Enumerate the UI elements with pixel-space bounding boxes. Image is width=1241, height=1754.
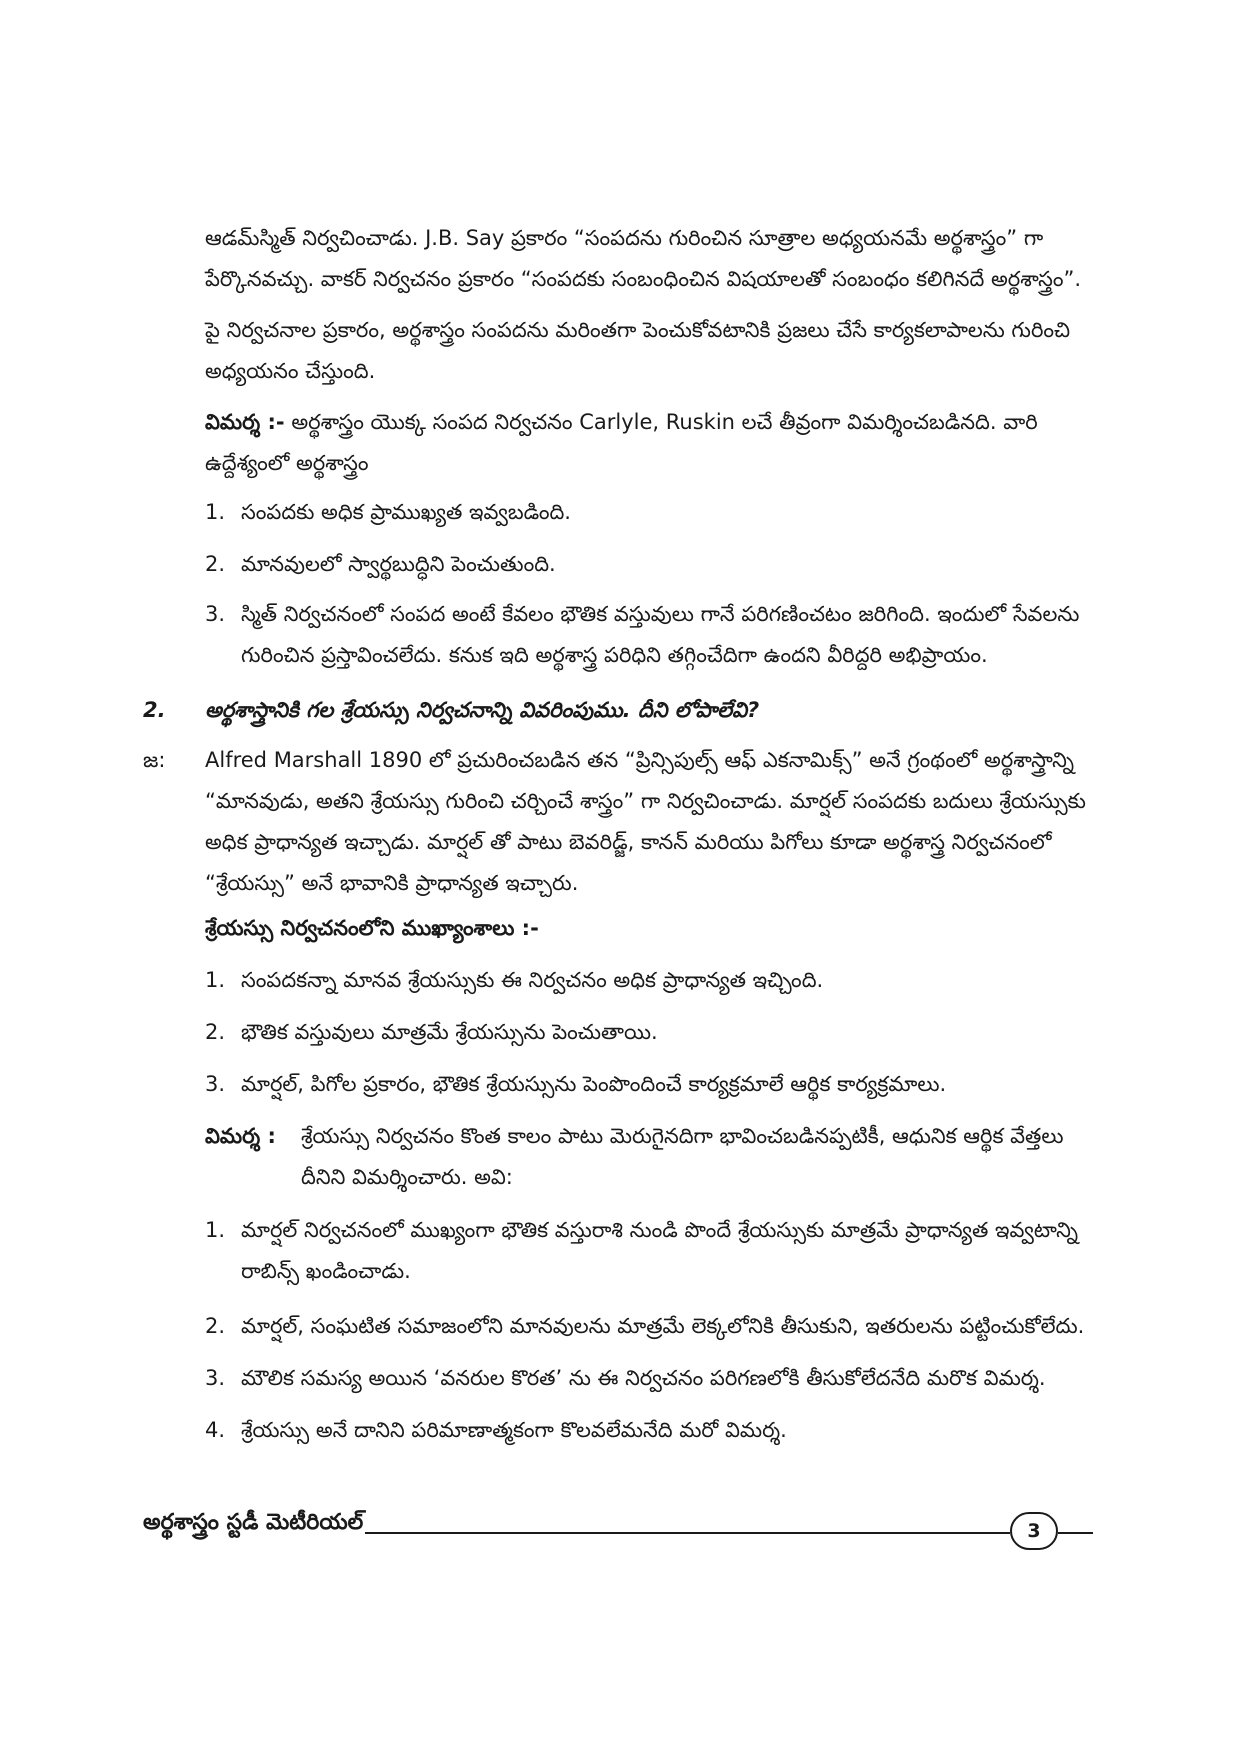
list-text: మార్షల్ నిర్వచనంలో ముఖ్యంగా భౌతిక వస్తురాశి నుండి పొందే శ్రేయస్సుకు మాత్రమే ప్రాధాన్యత ఇవ్వటాన్ని రాబిన్స్ ఖండించాడు. bbox=[241, 1218, 1079, 1283]
criticism-label: విమర్శ : bbox=[205, 1124, 276, 1148]
features-heading bbox=[205, 908, 1093, 949]
list-item bbox=[205, 594, 1093, 684]
list-text: మానవులలో స్వార్థబుద్ధిని పెంచుతుంది. bbox=[241, 552, 556, 576]
criticism-label: విమర్శ :- bbox=[205, 410, 285, 434]
list-item bbox=[205, 1064, 1093, 1105]
answer-label: జ: bbox=[143, 748, 166, 772]
list-number: 3. bbox=[205, 1366, 226, 1390]
paragraph-intro bbox=[205, 218, 1093, 300]
list-text: శ్రేయస్సు అనే దానిని పరిమాణాత్మకంగా కొలవలేమనేది మరో విమర్శ. bbox=[241, 1418, 787, 1442]
paragraph-text: పై నిర్వచనాల ప్రకారం, అర్థశాస్త్రం సంపదను మరింతగా పెంచుకోవటానికి ప్రజలు చేసే కార్యకలాపాలను గురించి అధ్యయనం చేస్తుంది. bbox=[205, 318, 1071, 383]
list-item bbox=[205, 492, 1093, 533]
criticism-paragraph bbox=[205, 402, 1093, 484]
list-text: మార్షల్, పిగోల ప్రకారం, భౌతిక శ్రేయస్సును పెంపొందించే కార్యక్రమాలే ఆర్థిక కార్యక్రమాలు. bbox=[241, 1072, 947, 1096]
question-heading bbox=[143, 690, 1093, 731]
paragraph-summary bbox=[205, 310, 1093, 392]
list-item bbox=[205, 1210, 1093, 1300]
footer-rule-end bbox=[1058, 1532, 1093, 1534]
list-number: 3. bbox=[205, 602, 226, 626]
list-text: మార్షల్, సంఘటిత సమాజంలోని మానవులను మాత్రమే లెక్కలోనికి తీసుకుని, ఇతరులను పట్టించుకోలేదు. bbox=[241, 1314, 1085, 1338]
answer-block bbox=[143, 740, 1093, 910]
footer-rule bbox=[365, 1532, 1010, 1534]
list-number: 2. bbox=[205, 1314, 226, 1338]
list-item bbox=[205, 960, 1093, 1001]
list-item bbox=[205, 1012, 1093, 1053]
question-number: 2. bbox=[143, 698, 166, 722]
list-number: 2. bbox=[205, 1020, 226, 1044]
page-number: 3 bbox=[1010, 1512, 1058, 1550]
criticism-body: శ్రేయస్సు నిర్వచనం కొంత కాలం పాటు మెరుగైనదిగా భావించబడినప్పటికీ, ఆధునిక ఆర్థిక వేత్తలు దీనిని విమర్శించారు. అవి: bbox=[301, 1124, 1064, 1189]
paragraph-text: ఆడమ్‌స్మిత్ నిర్వచించాడు. J.B. Say ప్రకారం “సంపదను గురించిన సూత్రాల అధ్యయనమే అర్థశాస్త్రం” గా పేర్కొనవచ్చు. వాకర్ నిర్వచనం ప్రకారం “సంపదకు సంబంధించిన విషయాలతో సంబంధం కలిగినదే అర్థశాస్త్రం”. bbox=[205, 226, 1082, 291]
list-text: మౌలిక సమస్య అయిన ‘వనరుల కొరత’ ను ఈ నిర్వచనం పరిగణలోకి తీసుకోలేదనేది మరొక విమర్శ. bbox=[241, 1366, 1046, 1390]
list-item bbox=[205, 1306, 1093, 1347]
list-item bbox=[205, 1410, 1093, 1451]
list-number: 1. bbox=[205, 968, 226, 992]
list-text: సంపదకన్నా మానవ శ్రేయస్సుకు ఈ నిర్వచనం అధిక ప్రాధాన్యత ఇచ్చింది. bbox=[241, 968, 824, 992]
criticism-block bbox=[205, 1116, 1093, 1206]
list-item bbox=[205, 544, 1093, 585]
criticism-body: అర్థశాస్త్రం యొక్క సంపద నిర్వచనం Carlyle, Ruskin లచే తీవ్రంగా విమర్శించబడినది. వారి ఉద్దేశ్యంలో అర్థశాస్త్రం bbox=[205, 410, 1038, 475]
list-text: స్మిత్ నిర్వచనంలో సంపద అంటే కేవలం భౌతిక వస్తువులు గానే పరిగణించటం జరిగింది. ఇందులో సేవలను గురించిన ప్రస్తావించలేదు. కనుక ఇది అర్థశాస్త్ర పరిధిని తగ్గించేదిగా ఉందని వీరిద్దరి అభిప్రాయం. bbox=[241, 602, 1080, 667]
list-text: భౌతిక వస్తువులు మాత్రమే శ్రేయస్సును పెంచుతాయి. bbox=[241, 1020, 658, 1044]
answer-text: Alfred Marshall 1890 లో ప్రచురించబడిన తన “ప్రిన్సిపుల్స్ ఆఫ్ ఎకనామిక్స్” అనే గ్రంథంలో అర్థశాస్త్రాన్ని “మానవుడు, అతని శ్రేయస్సు గురించి చర్చించే శాస్త్రం” గా నిర్వచించాడు. మార్షల్ సంపదకు బదులు శ్రేయస్సుకు అధిక ప్రాధాన్యత ఇచ్చాడు. మార్షల్ తో పాటు బెవరిడ్జ్, కానన్ మరియు పిగోలు కూడా అర్థశాస్త్ర నిర్వచనంలో “శ్రేయస్సు” అనే భావానికి ప్రాధాన్యత ఇచ్చారు. bbox=[205, 748, 1086, 895]
question-text: అర్థశాస్త్రానికి గల శ్రేయస్సు నిర్వచనాన్ని వివరింపుము. దీని లోపాలేవి? bbox=[205, 698, 760, 722]
list-number: 2. bbox=[205, 552, 226, 576]
list-number: 1. bbox=[205, 1218, 226, 1242]
features-heading-text: శ్రేయస్సు నిర్వచనంలోని ముఖ్యాంశాలు :- bbox=[205, 916, 539, 940]
list-number: 3. bbox=[205, 1072, 226, 1096]
footer-title: అర్థశాస్త్రం స్టడీ మెటీరియల్ bbox=[143, 1510, 364, 1535]
criticism-text bbox=[205, 402, 1093, 484]
list-text: సంపదకు అధిక ప్రాముఖ్యత ఇవ్వబడింది. bbox=[241, 500, 571, 524]
list-item bbox=[205, 1358, 1093, 1399]
list-number: 1. bbox=[205, 500, 226, 524]
list-number: 4. bbox=[205, 1418, 226, 1442]
